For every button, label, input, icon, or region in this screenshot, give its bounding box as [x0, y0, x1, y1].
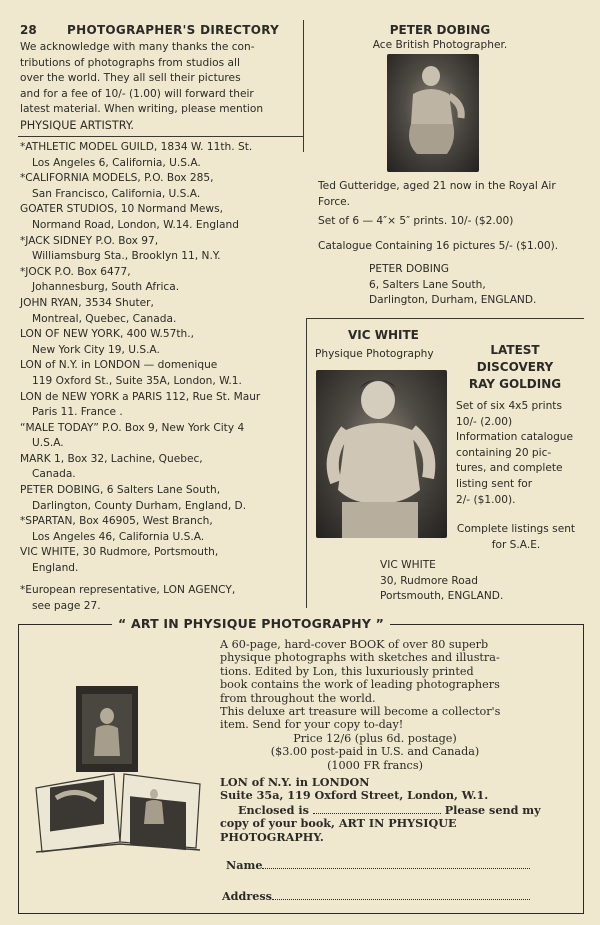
column-divider [303, 20, 304, 152]
dobing-name: PETER DOBING [389, 23, 491, 37]
directory-intro [20, 40, 263, 134]
directory-rule [18, 136, 303, 137]
vic-address: VIC WHITE 30, Rudmore Road Portsmouth, ENGLAND. [380, 559, 504, 603]
name-field[interactable] [262, 858, 530, 869]
intro-line: latest material. When writing, please mention [20, 103, 264, 116]
book-ad-title: “ ART IN PHYSIQUE PHOTOGRAPHY ” [112, 616, 390, 631]
directory-title: PHOTOGRAPHER'S DIRECTORY [67, 23, 280, 37]
vic-headline: LATEST DISCOVERY RAY GOLDING [468, 343, 562, 391]
intro-line: and for a fee of 10/- (1.00) will forward their [20, 87, 254, 100]
dobing-address: PETER DOBING 6, Salters Lane South, Darlington, Durham, ENGLAND. [369, 263, 537, 307]
directory-entry: *CALIFORNIA MODELS, P.O. Box 285, San Francisco, California, U.S.A. [20, 172, 214, 200]
vic-subtitle: Physique Photography [315, 348, 434, 360]
directory-entry: LON OF NEW YORK, 400 W.57th., New York City 19, U.S.A. [20, 328, 194, 356]
vic-complete: Complete listings sent for S.A.E. [456, 523, 576, 551]
vic-box-left [306, 318, 307, 608]
directory-entry: “MALE TODAY” P.O. Box 9, New York City 4 U.S.A. [20, 421, 245, 450]
address-line [222, 889, 530, 903]
dobing-subtitle: Ace British Photographer. [372, 39, 508, 51]
dobing-set: Set of 6 — 4″× 5″ prints. 10/- ($2.00) [318, 215, 514, 227]
name-line [226, 858, 530, 872]
page-number: 28 [20, 23, 37, 37]
vic-name: VIC WHITE [348, 328, 419, 342]
directory-entry: LON de NEW YORK a PARIS 112, Rue St. Maur Paris 11. France . [20, 390, 261, 419]
intro-line: We acknowledge with many thanks the con- [20, 41, 255, 53]
directory-footnote: *European representative, LON AGENCY, see page 27. [20, 584, 236, 612]
directory-entry: *ATHLETIC MODEL GUILD, 1834 W. 11th. St. Los Angeles 6, California, U.S.A. [20, 141, 253, 169]
intro-line: over the world. They all sell their pictures [20, 72, 241, 85]
vic-photo [316, 370, 447, 538]
book-ad-price: Price 12/6 (plus 6d. postage) ($3.00 post-paid in U.S. and Canada) (1000 FR francs) [270, 732, 480, 772]
book-ad-body: A 60-page, hard-cover BOOK of over 80 superb physique photographs with sketches and illustra- tions. Edited by Lon, this luxuriously printed book contains the work of leading photographers from throughout the world. This deluxe art treasure will become a collector's item. Send for your copy to-day! [220, 638, 501, 732]
dobing-photo [387, 54, 479, 172]
vic-details: Set of six 4x5 prints 10/- (2.00) Information catalogue containing 20 pic- tures, and complete listing sent for 2/- ($1.00). [456, 400, 574, 506]
book-ad-order: LON of N.Y. in LONDON Suite 35a, 119 Oxford Street, London, W.1. Enclosed is Please send my copy of your book, ART IN PHYSIQUE PHOTOGRAPHY. [220, 775, 541, 844]
vic-box-top [306, 318, 584, 319]
address-field[interactable] [272, 889, 530, 900]
directory-entry: *SPARTAN, Box 46905, West Branch, Los Angeles 46, California U.S.A. [20, 515, 213, 543]
directory-entry: LON of N.Y. in LONDON — domenique 119 Oxford St., Suite 35A, London, W.1. [20, 359, 242, 387]
name-label: Name [226, 858, 263, 872]
dobing-caption: Ted Gutteridge, aged 21 now in the Royal Air Force. [318, 180, 556, 208]
directory-entry: *JACK SIDNEY P.O. Box 97, Williamsburg Sta., Brooklyn 11, N.Y. [20, 234, 221, 263]
directory-entry: JOHN RYAN, 3534 Shuter, Montreal, Quebec, Canada. [20, 296, 177, 325]
directory-entry: GOATER STUDIOS, 10 Normand Mews, Normand Road, London, W.14. England [20, 203, 239, 231]
book-illustration [32, 676, 210, 856]
directory-list [20, 140, 260, 577]
intro-line: tributions of photographs from studios all [20, 56, 240, 69]
directory-entry: VIC WHITE, 30 Rudmore, Portsmouth, England. [20, 546, 219, 575]
directory-entry: PETER DOBING, 6 Salters Lane South, Darlington, County Durham, England, D. [20, 484, 247, 512]
dobing-catalogue: Catalogue Containing 16 pictures 5/- ($1.00). [318, 240, 559, 252]
enclosed-tail: Please send my [444, 802, 541, 817]
enclosed-amount-field[interactable] [313, 803, 441, 814]
directory-entry: MARK 1, Box 32, Lachine, Quebec, Canada. [20, 452, 203, 481]
directory-entry: *JOCK P.O. Box 6477, Johannesburg, South Africa. [20, 265, 180, 294]
intro-line: PHYSIQUE ARTISTRY. [20, 118, 134, 132]
address-label: Address [222, 889, 272, 903]
enclosed-label: Enclosed is [238, 802, 309, 817]
